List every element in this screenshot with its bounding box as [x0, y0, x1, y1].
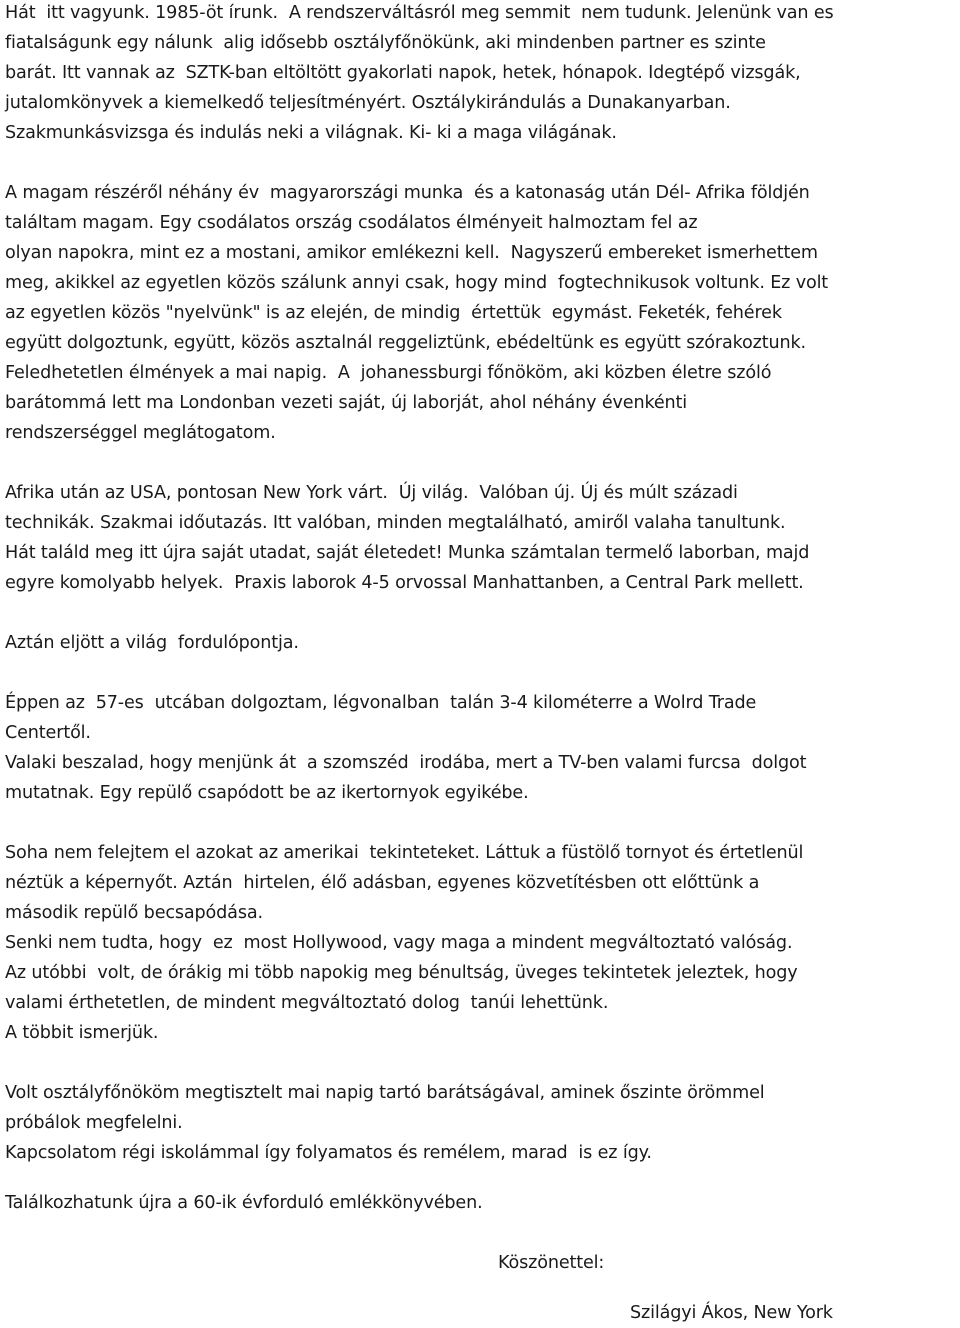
text-line: Feledhetetlen élmények a mai napig. A johanessburgi főnököm, aki közben életre szóló: [5, 363, 772, 383]
text-line: próbálok megfelelni.: [5, 1113, 183, 1133]
text-line: barát. Itt vannak az SZTK-ban eltöltött gyakorlati napok, hetek, hónapok. Idegtépő vizsgák,: [5, 63, 801, 83]
text-line: együtt dolgoztunk, együtt, közös asztalnál reggeliztünk, ebédeltünk es együtt szórakoztunk.: [5, 333, 806, 353]
text-line: az egyetlen közös "nyelvünk" is az elején, de mindig értettük egymást. Feketék, fehérek: [5, 303, 782, 323]
text-line: mutatnak. Egy repülő csapódott be az ikertornyok egyikébe.: [5, 783, 529, 803]
text-line: Az utóbbi volt, de órákig mi több napokig meg bénultság, üveges tekintetek jeleztek, hogy: [5, 963, 798, 983]
text-line: Kapcsolatom régi iskolámmal így folyamatos és remélem, marad is ez így.: [5, 1143, 652, 1163]
text-line: A magam részéről néhány év magyarországi munka és a katonaság után Dél- Afrika földjén: [5, 183, 810, 203]
text-line: A többit ismerjük.: [5, 1023, 159, 1043]
text-line: Afrika után az USA, pontosan New York várt. Új világ. Valóban új. Új és múlt századi: [5, 483, 738, 503]
text-line: olyan napokra, mint ez a mostani, amikor emlékezni kell. Nagyszerű embereket ismerhettem: [5, 243, 818, 263]
text-line: meg, akikkel az egyetlen közös szálunk annyi csak, hogy mind fogtechnikusok voltunk. Ez volt: [5, 273, 829, 293]
text-line: második repülő becsapódása.: [5, 903, 263, 923]
text-line: Szakmunkásvizsga és indulás neki a világnak. Ki- ki a maga világának.: [5, 123, 617, 143]
text-line: Soha nem felejtem el azokat az amerikai tekinteteket. Láttuk a füstölő tornyot és értetlenül: [5, 843, 804, 863]
text-line: fiatalságunk egy nálunk alig idősebb osztályfőnökünk, aki mindenben partner es szinte: [5, 33, 766, 53]
text-line: rendszerséggel meglátogatom.: [5, 423, 276, 443]
closing-thanks: Köszönettel:: [498, 1253, 605, 1273]
text-line: Valaki beszalad, hogy menjünk át a szomszéd irodába, mert a TV-ben valami furcsa dolgot: [5, 753, 807, 773]
text-line: Centertől.: [5, 723, 91, 743]
text-line: Találkozhatunk újra a 60-ik évforduló emlékkönyvében.: [5, 1193, 483, 1213]
text-line: jutalomkönyvek a kiemelkedő teljesítményért. Osztálykirándulás a Dunakanyarban.: [5, 93, 731, 113]
text-line: egyre komolyabb helyek. Praxis laborok 4-5 orvossal Manhattanben, a Central Park mellett.: [5, 573, 804, 593]
text-line: Éppen az 57-es utcában dolgoztam, légvonalban talán 3-4 kilométerre a Wolrd Trade: [5, 693, 757, 713]
text-line: találtam magam. Egy csodálatos ország csodálatos élményeit halmoztam fel az: [5, 213, 698, 233]
text-line: néztük a képernyőt. Aztán hirtelen, élő adásban, egyenes közvetítésben ott előttünk a: [5, 873, 760, 893]
text-line: valami érthetetlen, de mindent megváltoztató dolog tanúi lehettünk.: [5, 993, 609, 1013]
text-line: barátommá lett ma Londonban vezeti saját, új laborját, ahol néhány évenkénti: [5, 393, 688, 413]
text-line: Aztán eljött a világ fordulópontja.: [5, 633, 299, 653]
text-line: technikák. Szakmai időutazás. Itt valóban, minden megtalálható, amiről valaha tanultunk.: [5, 513, 786, 533]
text-line: Hát itt vagyunk. 1985-öt írunk. A rendszerváltásról meg semmit nem tudunk. Jelenünk van es: [5, 3, 834, 23]
text-line: Senki nem tudta, hogy ez most Hollywood, vagy maga a mindent megváltoztató valóság.: [5, 933, 793, 953]
text-line: Volt osztályfőnököm megtisztelt mai napig tartó barátságával, aminek őszinte örömmel: [5, 1083, 765, 1103]
text-line: Hát találd meg itt újra saját utadat, saját életedet! Munka számtalan termelő laborban, majd: [5, 543, 810, 563]
signature: Szilágyi Ákos, New York: [630, 1303, 833, 1323]
